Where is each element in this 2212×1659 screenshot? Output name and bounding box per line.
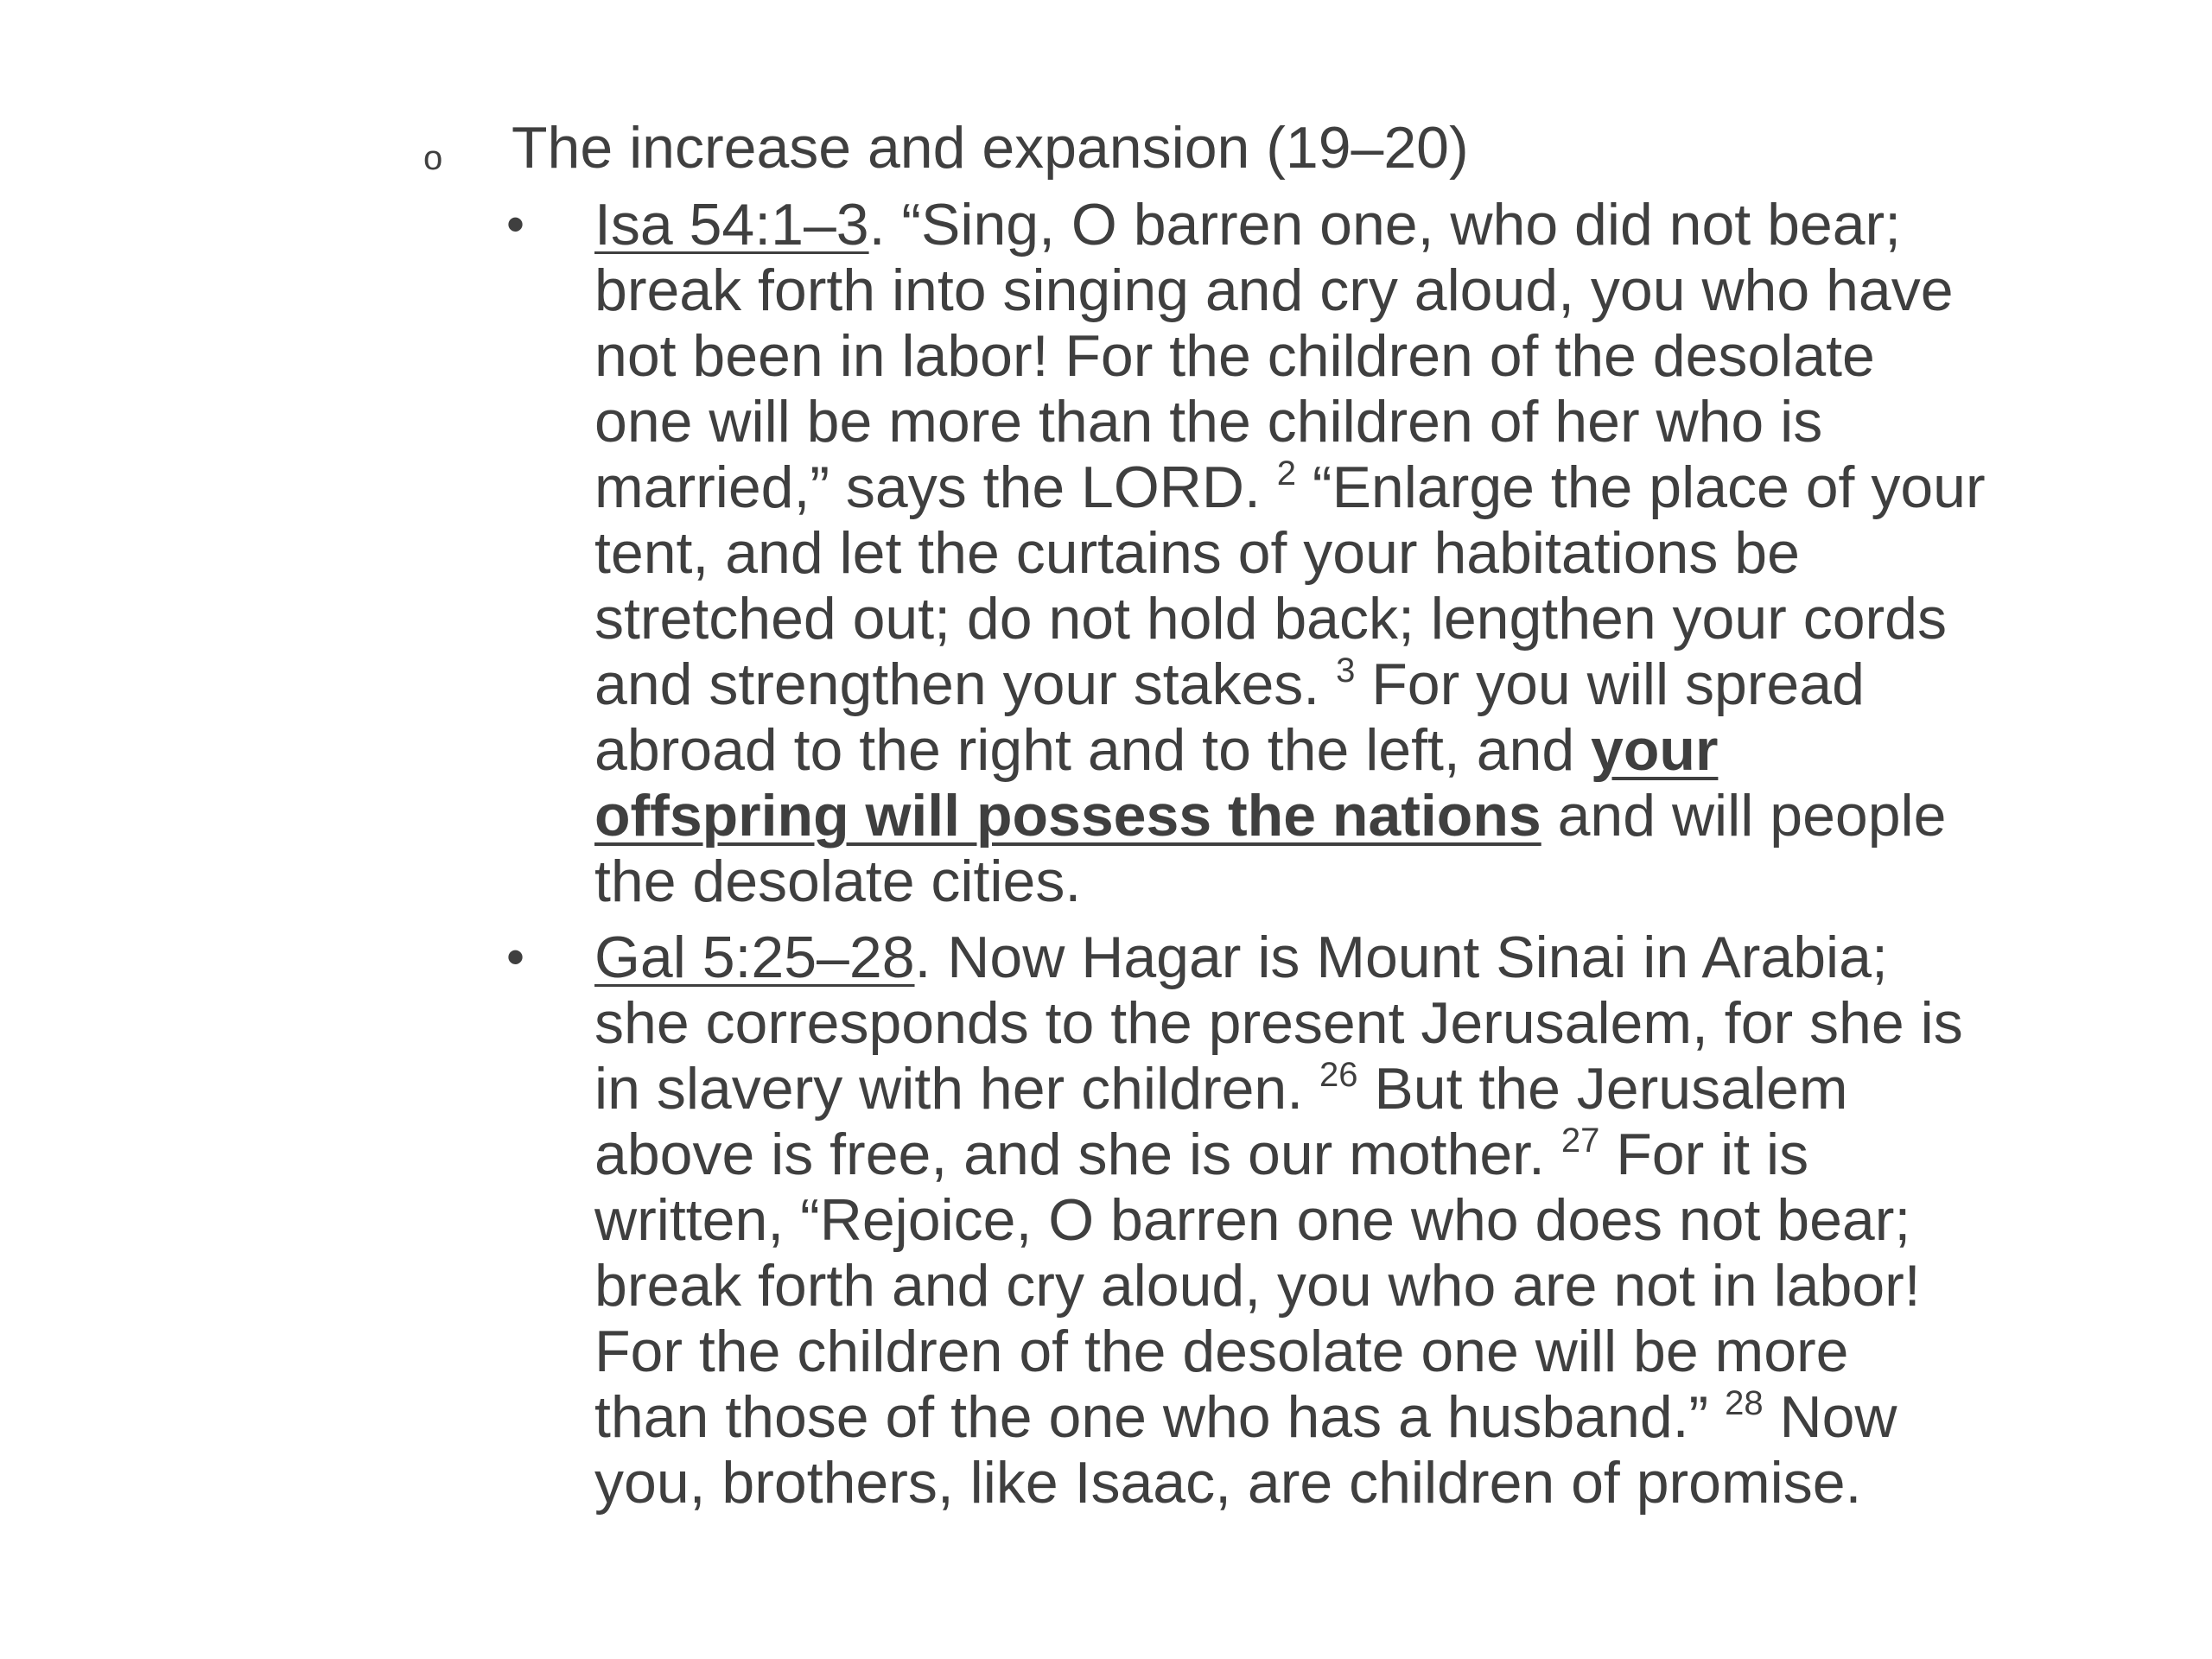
scripture-quote [594, 925, 2081, 1516]
emphasized-text: your [1591, 717, 1719, 783]
verse-number: 2 [1276, 454, 1297, 493]
verse-number: 28 [1725, 1384, 1764, 1422]
verse-number: 27 [1560, 1122, 1600, 1160]
quote-line: one will be more than the children of her who is [594, 389, 1823, 454]
quote-text: and will people [1541, 783, 1947, 849]
quote-text: For it is [1599, 1122, 1809, 1187]
quote-text: above is free, and she is our mother. [594, 1122, 1561, 1187]
scripture-reference-link[interactable]: Isa 54:1–3 [594, 192, 869, 257]
verse-number: 26 [1319, 1056, 1358, 1094]
quote-line: you, brothers, like Isaac, are children of promise. [594, 1450, 1862, 1516]
quote-line [594, 192, 2081, 257]
outline-heading [423, 111, 2065, 195]
hollow-circle-bullet-icon: o [423, 139, 443, 177]
quote-line [594, 717, 2081, 783]
quote-line: the desolate cities. [594, 849, 1082, 914]
quote-line [594, 925, 2081, 990]
emphasized-text: offspring will possess the nations [594, 783, 1541, 849]
quote-text: and strengthen your stakes. [594, 652, 1337, 717]
quote-line: tent, and let the curtains of your habitations be [594, 520, 1800, 586]
quote-text: “Enlarge the place of your [1296, 454, 1986, 520]
quote-text: in slavery with her children. [594, 1056, 1320, 1122]
quote-line: break forth into singing and cry aloud, you who have [594, 257, 1954, 323]
scripture-reference-link[interactable]: Gal 5:25–28 [594, 925, 915, 990]
quote-text: . Now Hagar is Mount Sinai in Arabia; [914, 925, 1888, 990]
scripture-quote [594, 192, 2081, 914]
quote-line [594, 652, 2081, 717]
quote-line [594, 454, 2081, 520]
quote-line [594, 1056, 2081, 1122]
quote-line [594, 1122, 2081, 1187]
quote-text: For you will spread [1355, 652, 1865, 717]
quote-line: For the children of the desolate one will be more [594, 1319, 1849, 1384]
quote-line: stretched out; do not hold back; lengthen your cords [594, 586, 1947, 652]
quote-text: . “Sing, O barren one, who did not bear; [868, 192, 1902, 257]
quote-text: than those of the one who has a husband.” [594, 1384, 1726, 1450]
bullet-dot-icon: • [506, 928, 525, 986]
quote-line: she corresponds to the present Jerusalem, for she is [594, 990, 1963, 1056]
quote-line: not been in labor! For the children of the desolate [594, 323, 1875, 389]
quote-line [594, 783, 2081, 849]
quote-text: married,” says the LORD. [594, 454, 1277, 520]
quote-line: break forth and cry aloud, you who are not in labor! [594, 1253, 1921, 1319]
heading-text: The increase and expansion (19–20) [512, 115, 1469, 181]
quote-text: abroad to the right and to the left, and [594, 717, 1592, 783]
bullet-dot-icon: • [506, 195, 525, 253]
quote-line: written, “Rejoice, O barren one who does not bear; [594, 1187, 1911, 1253]
verse-number: 3 [1336, 652, 1356, 690]
quote-text: Now [1763, 1384, 1897, 1450]
list-item-galatians [506, 925, 2131, 1516]
list-item-isaiah [506, 192, 2131, 914]
quote-text: But the Jerusalem [1357, 1056, 1848, 1122]
quote-line [594, 1384, 2081, 1450]
